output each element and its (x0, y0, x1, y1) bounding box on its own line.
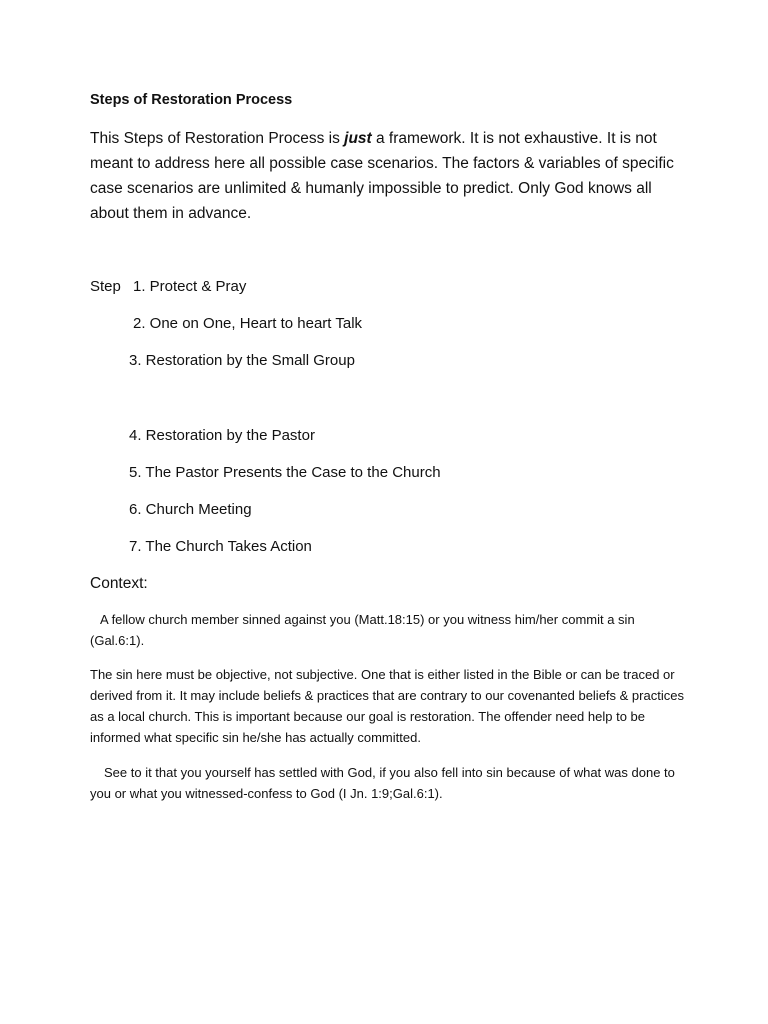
step-4 (129, 426, 315, 446)
step-5 (129, 463, 441, 483)
context-paragraph-3: See to it that you yourself has settled with God, if you also fell into sin because of what was done to you or what you witnessed-confess to God (I Jn. 1:9;Gal.6:1). (90, 765, 675, 801)
step-5-label: 5. The Pastor Presents the Case to the Church (129, 464, 441, 481)
step-4-label: 4. Restoration by the Pastor (129, 427, 315, 444)
intro-paragraph (90, 126, 680, 226)
context-label: Context: (90, 575, 148, 592)
step-7 (129, 537, 312, 557)
document-heading: Steps of Restoration Process (90, 92, 293, 108)
context-paragraph-2: The sin here must be objective, not subjective. One that is either listed in the Bible or can be traced or derived from it. It may include beliefs & practices that are contrary to our covenanted beliefs & practices as a local church. This is important because our goal is restoration. The offender need help to be informed what specific sin he/she has actually committed. (90, 667, 684, 745)
step-2 (133, 314, 362, 334)
step-7-label: 7. The Church Takes Action (129, 538, 312, 555)
step-3 (129, 351, 355, 371)
step-3-label: 3. Restoration by the Small Group (129, 352, 355, 369)
step-6-label: 6. Church Meeting (129, 501, 252, 518)
step-1-label: 1. Protect & Pray (133, 278, 247, 295)
context-paragraph-1: A fellow church member sinned against you (Matt.18:15) or you witness him/her commit a sin (Gal.6:1). (90, 612, 635, 648)
step-6 (129, 500, 252, 520)
intro-text-start: This Steps of Restoration Process is (90, 130, 345, 147)
intro-text-end: a framework. It is not exhaustive. It is not meant to address here all possible case scenarios. The factors & variables of specific case scenarios are unlimited & humanly impossible to predict. Only God knows all about them in advance. (90, 130, 674, 222)
intro-emphasis: just (344, 130, 372, 147)
step-prefix: Step (90, 278, 121, 295)
step-2-label: 2. One on One, Heart to heart Talk (133, 315, 363, 332)
step-1 (90, 277, 246, 297)
